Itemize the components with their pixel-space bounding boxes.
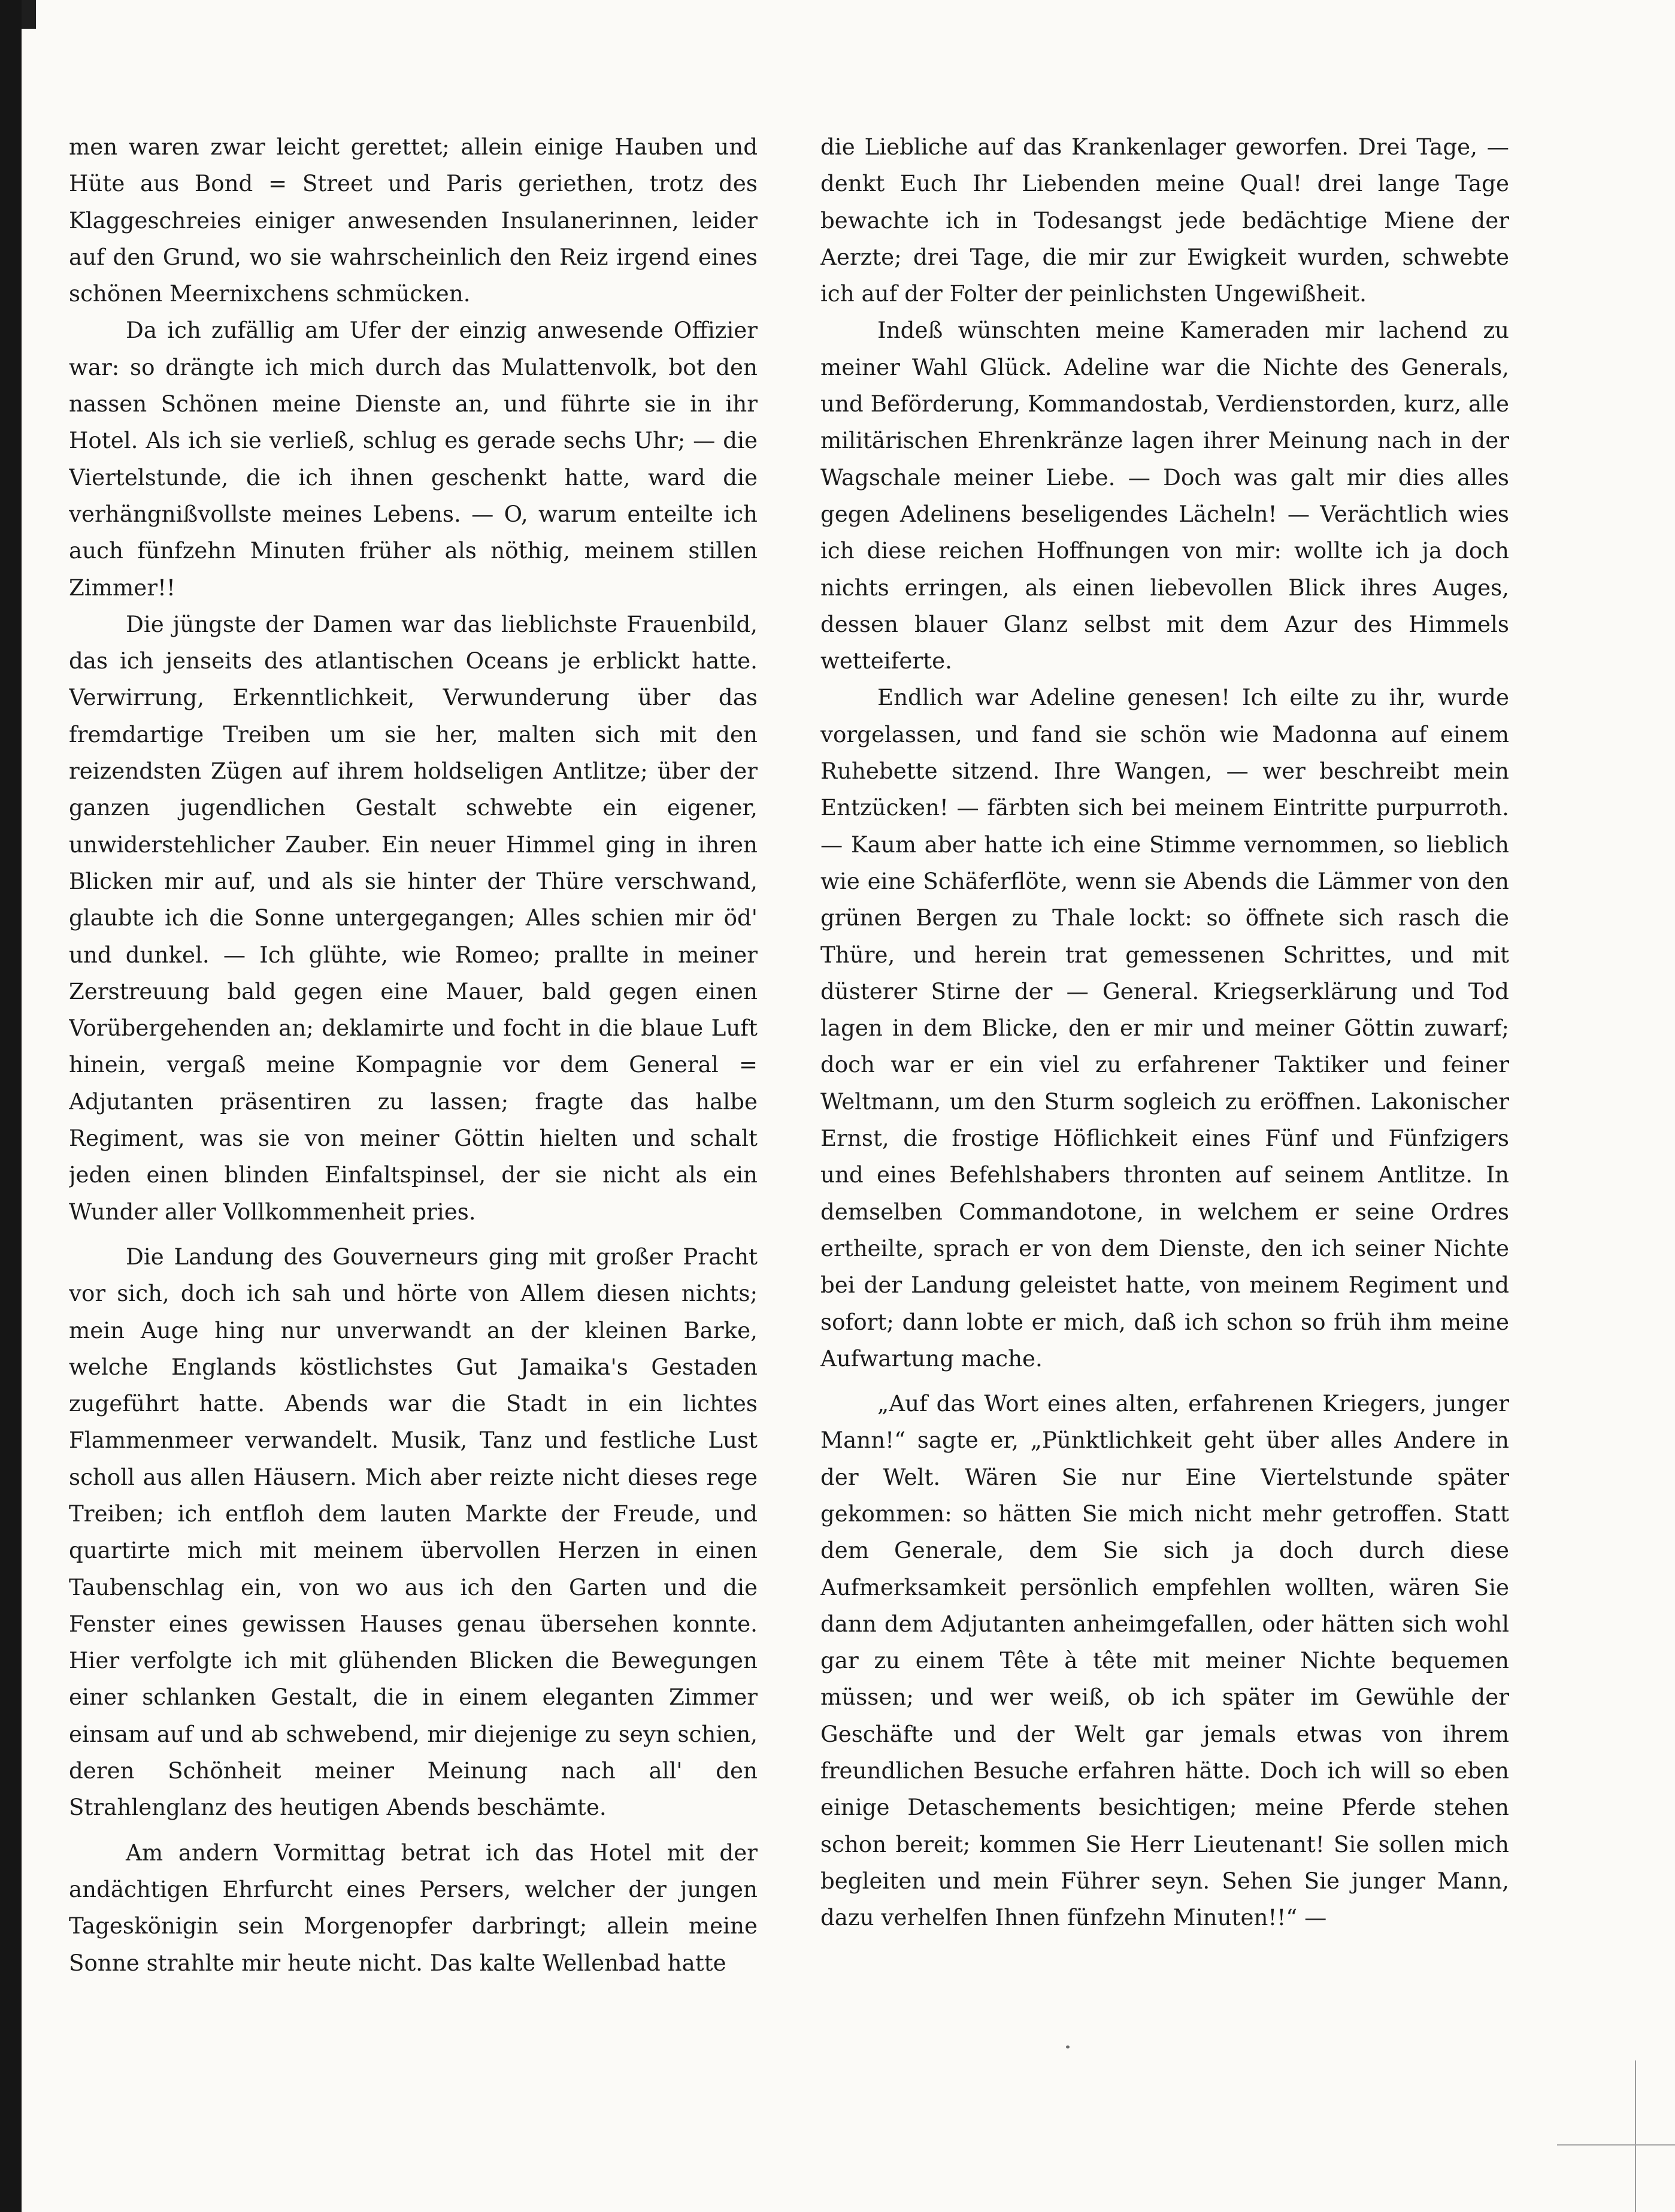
paragraph: Am andern Vormittag betrat ich das Hotel mit der andächtigen Ehrfurcht eines Persers, welcher der jungen Tageskönigin sein Morgenopfer darbringt; allein meine Sonne strahlte mir heute nicht. Das kalte Wellenbad hatte — [69, 1839, 758, 1976]
paragraph-quote: „Auf das Wort eines alten, erfahrenen Kriegers, junger Mann!“ sagte er, „Pünktlichkeit geht über alles Andere in der Welt. Wären Sie nur Eine Viertelstunde später gekommen: so hätten Sie mich nicht mehr getroffen. Statt dem Generale, dem Sie sich ja doch durch diese Aufmerksamkeit persönlich empfehlen wollten, wären Sie dann dem Adjutanten anheimgefallen, oder hätten sich wohl gar zu einem Tête à tête mit meiner Nichte bequemen müssen; und wer weiß, ob ich später im Gewühle der Geschäfte und der Welt gar jemals etwas von ihrem freundlichen Besuche erfahren hätte. Doch ich will so eben einige Detaschements besichtigen; meine Pferde stehen schon bereit; kommen Sie Herr Lieutenant! Sie sollen mich begleiten und mein Führer seyn. Sehen Sie junger Mann, dazu verhelfen Ihnen fünfzehn Minuten!!“ — — [820, 1390, 1509, 1931]
paragraph: Endlich war Adeline genesen! Ich eilte zu ihr, wurde vorgelassen, und fand sie schön wie Madonna auf einem Ruhebette sitzend. Ihre Wangen, — wer beschreibt mein Entzücken! — färbten sich bei meinem Eintritte purpurroth. — Kaum aber hatte ich eine Stimme vernommen, so lieblich wie eine Schäferflöte, wenn sie Abends die Lämmer von den grünen Bergen zu Thale lockt: so öffnete sich rasch die Thüre, und herein trat gemessenen Schrittes, und mit düsterer Stirne der — General. Kriegserklärung und Tod lagen in dem Blicke, den er mir und meiner Göttin zuwarf; doch war er ein viel zu erfahrener Taktiker und feiner Weltmann, um den Sturm sogleich zu eröffnen. Lakonischer Ernst, die frostige Höflichkeit eines Fünf und Fünfzigers und eines Befehlshabers thronten auf seinem Antlitze. In demselben Commandotone, in welchem er seine Ordres ertheilte, sprach er von dem Dienste, den ich seiner Nichte bei der Landung geleistet hatte, von meinem Regiment und sofort; dann lobte er mich, daß ich schon so früh ihm meine Aufwartung mache. — [820, 684, 1509, 1372]
paragraph: Indeß wünschten meine Kameraden mir lachend zu meiner Wahl Glück. Adeline war die Nichte des Generals, und Beförderung, Kommandostab, Verdienstorden, kurz, alle militärischen Ehrenkränze lagen ihrer Meinung nach in der Wagschale meiner Liebe. — Doch was galt mir dies alles gegen Adelinens beseligendes Lächeln! — Verächtlich wies ich diese reichen Hoffnungen von mir: wollte ich ja doch nichts erringen, als einen liebevollen Blick ihres Auges, dessen blauer Glanz selbst mit dem Azur des Himmels wetteiferte. — [820, 317, 1509, 674]
paragraph-continuation: die Liebliche auf das Krankenlager geworfen. Drei Tage, — denkt Euch Ihr Liebenden meine Qual! drei lange Tage bewachte ich in Todesangst jede bedächtige Miene der Aerzte; drei Tage, die mir zur Ewigkeit wurden, schwebte ich auf der Folter der peinlichsten Ungewißheit. — [820, 134, 1509, 307]
paragraph-continuation: men waren zwar leicht gerettet; allein einige Hauben und Hüte aus Bond = Street und Paris geriethen, trotz des Klaggeschreies einiger anwesenden Insulanerinnen, leider auf den Grund, wo sie wahrscheinlich den Reiz irgend eines schönen Meernixchens schmücken. — [69, 134, 758, 307]
binding-edge — [0, 0, 22, 2212]
paragraph: Da ich zufällig am Ufer der einzig anwesende Offizier war: so drängte ich mich durch das Mulattenvolk, bot den nassen Schönen meine Dienste an, und führte sie in ihr Hotel. Als ich sie verließ, schlug es gerade sechs Uhr; — die Viertelstunde, die ich ihnen geschenkt hatte, ward die verhängnißvollste meines Lebens. — O, warum enteilte ich auch fünfzehn Minuten früher als nöthig, meinem stillen Zimmer!! — [69, 317, 758, 601]
page-corner-rule — [1557, 2144, 1675, 2146]
left-column — [69, 129, 758, 2123]
paragraph: Die jüngste der Damen war das lieblichste Frauenbild, das ich jenseits des atlantischen Oceans je erblickt hatte. Verwirrung, Erkenntlichkeit, Verwunderung über das fremdartige Treiben um sie her, malten sich mit den reizendsten Zügen auf ihrem holdseligen Antlitze; über der ganzen jugendlichen Gestalt schwebte ein eigener, unwiderstehlicher Zauber. Ein neuer Himmel ging in ihren Blicken mir auf, und als sie hinter der Thüre verschwand, glaubte ich die Sonne untergegangen; Alles schien mir öd' und dunkel. — Ich glühte, wie Romeo; prallte in meiner Zerstreuung bald gegen eine Mauer, bald gegen einen Vorübergehenden an; deklamirte und focht in die blaue Luft hinein, vergaß meine Kompagnie vor dem General = Adjutanten präsentiren zu lassen; fragte das halbe Regiment, was sie von meiner Göttin hielten und schalt jeden einen blinden Einfaltspinsel, der sie nicht als ein Wunder aller Vollkommenheit pries. — [69, 610, 758, 1225]
paragraph: Die Landung des Gouverneurs ging mit großer Pracht vor sich, doch ich sah und hörte von Allem diesen nichts; mein Auge hing nur unverwandt an der kleinen Barke, welche Englands köstlichstes Gut Jamaika's Gestaden zugeführt hatte. Abends war die Stadt in ein lichtes Flammenmeer verwandelt. Musik, Tanz und festliche Lust scholl aus allen Häusern. Mich aber reizte nicht dieses rege Treiben; ich entfloh dem lauten Markte der Freude, und quartirte mich mit meinem übervollen Herzen in einen Taubenschlag ein, von wo aus ich den Garten und die Fenster eines gewissen Hauses genau übersehen konnte. Hier verfolgte ich mit glühenden Blicken die Bewegungen einer schlanken Gestalt, die in einem eleganten Zimmer einsam auf und ab schwebend, mir diejenige zu seyn schien, deren Schönheit meiner Meinung nach all' den Strahlenglanz des heutigen Abends beschämte. — [69, 1243, 758, 1821]
page-edge-rule — [1635, 2060, 1636, 2212]
right-column — [820, 129, 1509, 2123]
binding-notch — [22, 0, 36, 29]
